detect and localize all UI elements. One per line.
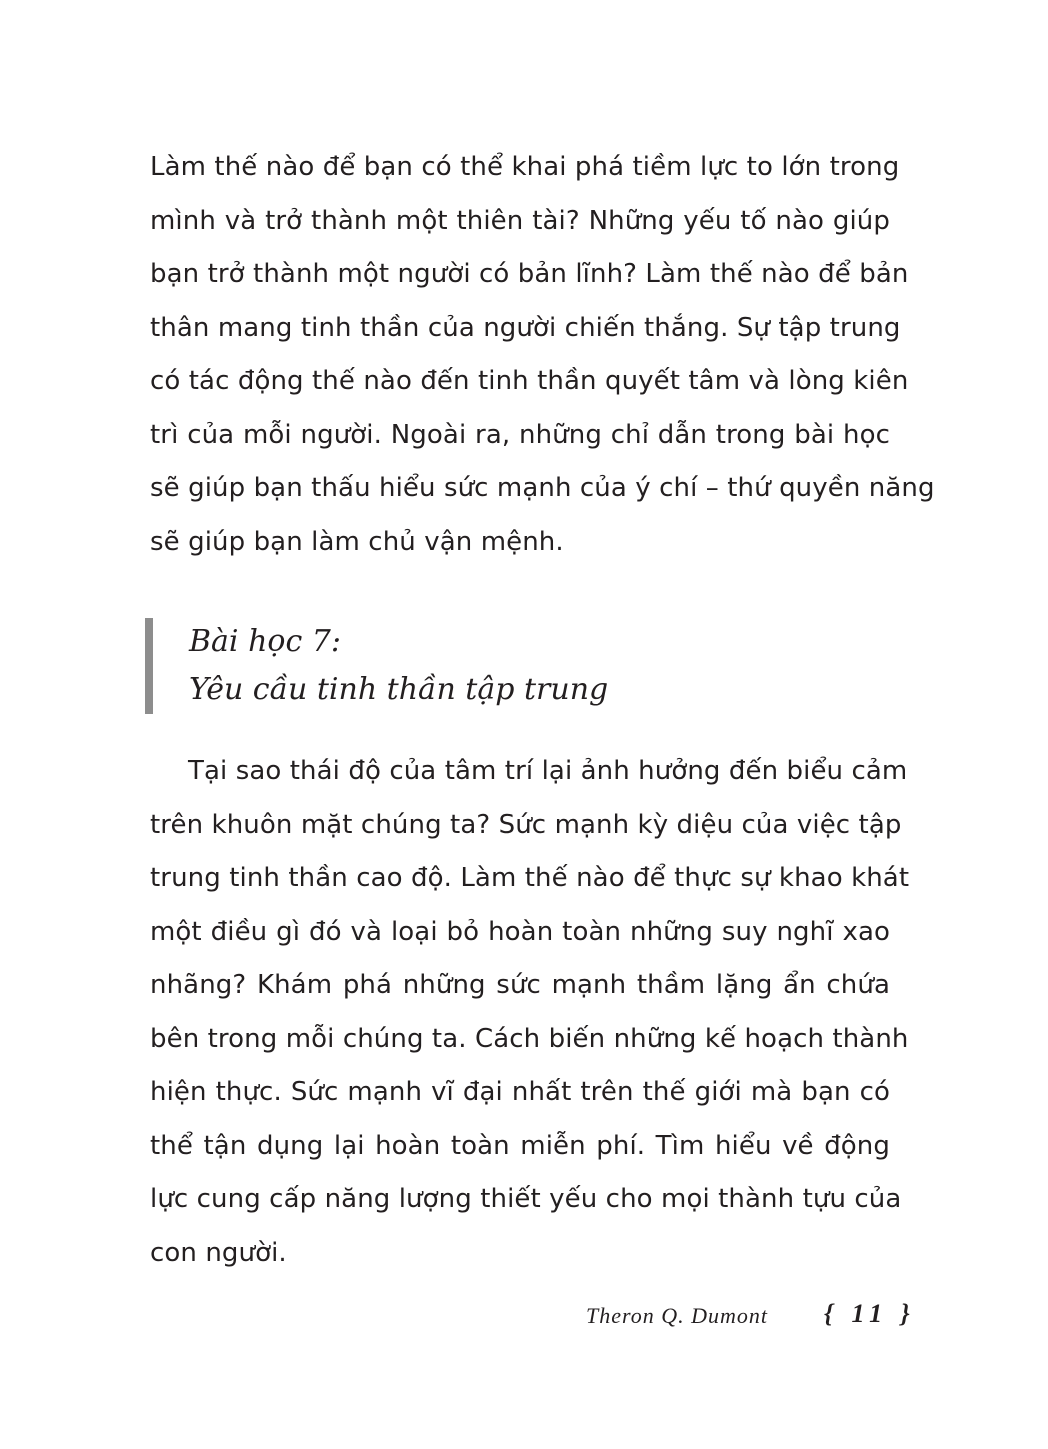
lesson-paragraph xyxy=(150,745,910,1280)
paragraph-line: trì của mỗi người. Ngoài ra, những chỉ dẫn trong bài học xyxy=(150,419,890,450)
paragraph-line: thể tận dụng lại hoàn toàn miễn phí. Tìm hiểu về động xyxy=(150,1130,890,1161)
paragraph-line: nhãng? Khám phá những sức mạnh thầm lặng ẩn chứa xyxy=(150,970,890,1000)
paragraph-line: sẽ giúp bạn thấu hiểu sức mạnh của ý chí – thứ quyền năng xyxy=(150,473,935,503)
lesson-heading xyxy=(145,618,608,714)
paragraph-line: Làm thế nào để bạn có thể khai phá tiềm lực to lớn trong xyxy=(150,152,900,182)
paragraph-line: có tác động thế nào đến tinh thần quyết tâm và lòng kiên xyxy=(150,366,909,396)
paragraph-line: lực cung cấp năng lượng thiết yếu cho mọi thành tựu của xyxy=(150,1184,902,1214)
page-number: { 11 } xyxy=(824,1299,916,1328)
lesson-title: Yêu cầu tinh thần tập trung xyxy=(189,672,609,707)
paragraph-line: bạn trở thành một người có bản lĩnh? Làm thế nào để bản xyxy=(150,259,909,289)
paragraph-line: trung tinh thần cao độ. Làm thế nào để thực sự khao khát xyxy=(150,863,910,893)
paragraph-line: mình và trở thành một thiên tài? Những yếu tố nào giúp xyxy=(150,205,890,236)
paragraph-line: bên trong mỗi chúng ta. Cách biến những kế hoạch thành xyxy=(150,1023,909,1054)
paragraph-line: Tại sao thái độ của tâm trí lại ảnh hưởng đến biểu cảm xyxy=(188,756,908,786)
paragraph-line: thân mang tinh thần của người chiến thắng. Sự tập trung xyxy=(150,312,901,343)
paragraph-line: sẽ giúp bạn làm chủ vận mệnh. xyxy=(150,526,564,557)
intro-paragraph xyxy=(150,141,935,569)
paragraph-line: hiện thực. Sức mạnh vĩ đại nhất trên thế giới mà bạn có xyxy=(150,1077,890,1107)
lesson-number: Bài học 7: xyxy=(189,624,341,659)
page-footer xyxy=(560,1297,916,1337)
footer-author: Theron Q. Dumont xyxy=(586,1303,769,1328)
paragraph-line: một điều gì đó và loại bỏ hoàn toàn những suy nghĩ xao xyxy=(150,916,890,947)
paragraph-line: trên khuôn mặt chúng ta? Sức mạnh kỳ diệu của việc tập xyxy=(150,809,902,840)
paragraph-line: con người. xyxy=(150,1237,287,1268)
